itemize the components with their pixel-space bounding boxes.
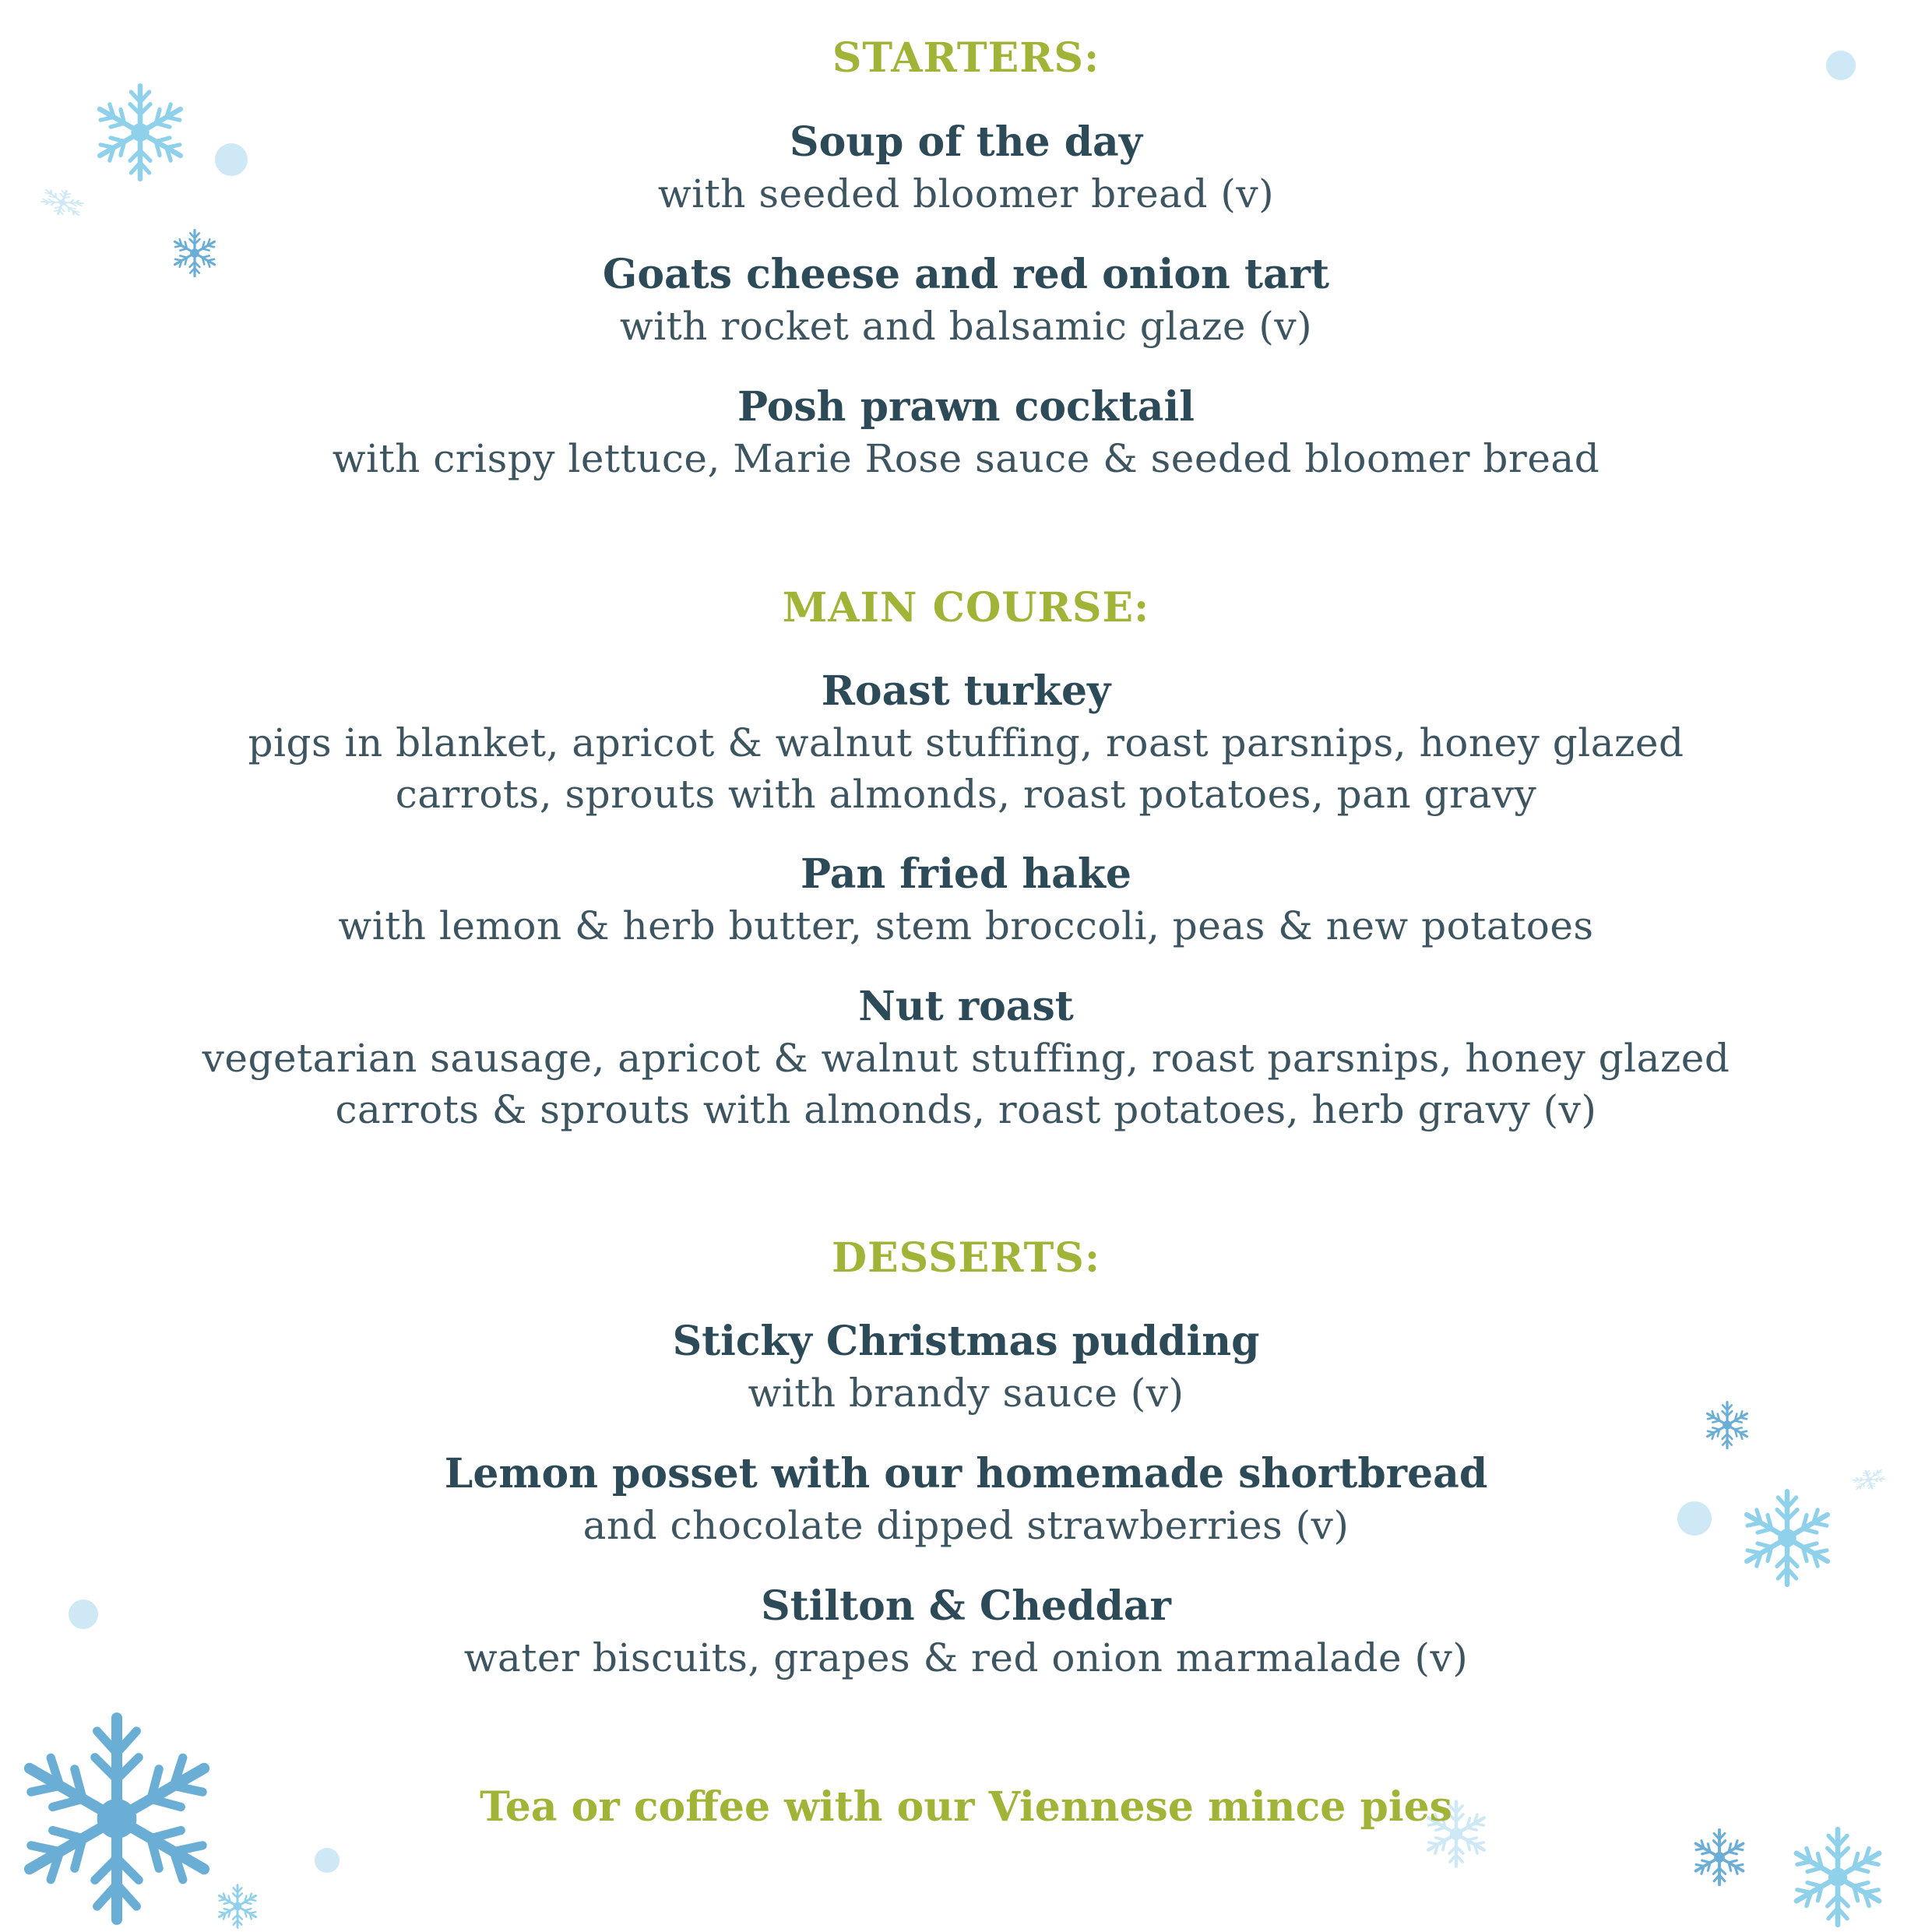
dish-description: carrots & sprouts with almonds, roast potatoes, herb gravy (v) (335, 1087, 1597, 1132)
main-course-heading: MAIN COURSE: (782, 584, 1150, 632)
starters-heading: STARTERS: (832, 34, 1100, 82)
dish-name: Goats cheese and red onion tart (602, 251, 1330, 298)
snowflake-icon (1768, 1822, 1908, 1932)
menu-item (0, 849, 1932, 952)
dish-name: Roast turkey (821, 667, 1111, 715)
dish-name: Nut roast (858, 983, 1074, 1030)
menu-item (0, 1316, 1932, 1419)
dish-description: with crispy lettuce, Marie Rose sauce & seeded bloomer bread (332, 436, 1600, 481)
menu-item (0, 1581, 1932, 1684)
menu-item (0, 382, 1932, 484)
dish-name: Posh prawn cocktail (737, 383, 1195, 431)
dish-description: with rocket and balsamic glaze (v) (619, 304, 1313, 349)
snowflake-icon (202, 1881, 273, 1932)
snow-dot (315, 1848, 340, 1873)
dish-description: and chocolate dipped strawberries (v) (582, 1503, 1350, 1548)
menu-item (0, 666, 1932, 820)
dish-description: with brandy sauce (v) (748, 1371, 1184, 1416)
menu-item (0, 117, 1932, 220)
dish-description: pigs in blanket, apricot & walnut stuffing, roast parsnips, honey glazed (248, 720, 1684, 765)
dish-name: Stilton & Cheddar (761, 1582, 1171, 1630)
menu-item (0, 981, 1932, 1135)
dish-name: Soup of the day (790, 118, 1142, 166)
menu-item (0, 1448, 1932, 1551)
dish-description: with lemon & herb butter, stem broccoli, peas & new potatoes (338, 903, 1594, 948)
dish-name: Lemon posset with our homemade shortbread (444, 1450, 1488, 1497)
dish-description: carrots, sprouts with almonds, roast potatoes, pan gravy (395, 772, 1537, 817)
dish-name: Pan fried hake (801, 850, 1131, 898)
dish-description: with seeded bloomer bread (v) (657, 171, 1275, 216)
dish-description: water biscuits, grapes & red onion marmalade (v) (463, 1635, 1469, 1680)
desserts-heading: DESSERTS: (831, 1234, 1101, 1282)
tea-coffee-note: Tea or coffee with our Viennese mince pies (480, 1783, 1452, 1831)
dish-description: vegetarian sausage, apricot & walnut stuffing, roast parsnips, honey glazed (202, 1036, 1730, 1081)
dish-name: Sticky Christmas pudding (672, 1318, 1260, 1365)
menu-item (0, 249, 1932, 352)
snowflake-icon (1684, 1822, 1754, 1892)
